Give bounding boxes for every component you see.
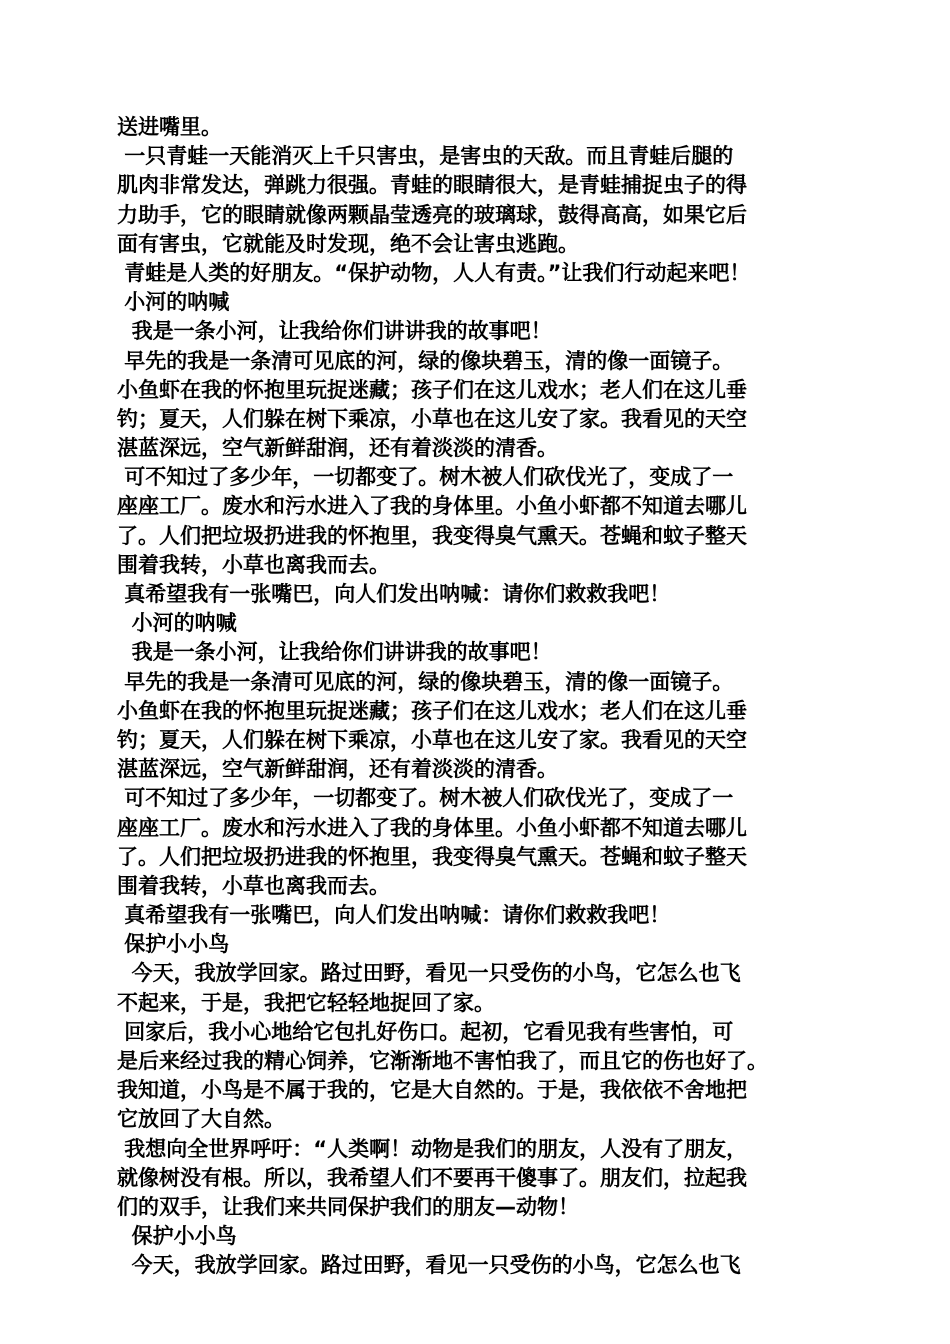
- text-line: 湛蓝深远，空气新鲜甜润，还有着淡淡的清香。: [117, 757, 558, 782]
- text-line: 我是一条小河，让我给你们讲讲我的故事吧！: [117, 319, 552, 344]
- text-line: 我想向全世界呼吁：“人类啊！动物是我们的朋友，人没有了朋友，: [117, 1136, 748, 1161]
- text-line: 座座工厂。废水和污水进入了我的身体里。小鱼小虾都不知道去哪儿: [117, 815, 747, 840]
- text-line: 座座工厂。废水和污水进入了我的身体里。小鱼小虾都不知道去哪儿: [117, 494, 747, 519]
- document-page: [117, 113, 842, 1281]
- text-line: 湛蓝深远，空气新鲜甜润，还有着淡淡的清香。: [117, 436, 558, 461]
- text-line: 了。人们把垃圾扔进我的怀抱里，我变得臭气熏天。苍蝇和蚊子整天: [117, 844, 747, 869]
- text-line: 早先的我是一条清可见底的河，绿的像块碧玉，清的像一面镜子。: [117, 348, 734, 373]
- text-line: 我知道，小鸟是不属于我的，它是大自然的。于是，我依依不舍地把: [117, 1078, 747, 1103]
- text-line: 可不知过了多少年，一切都变了。树木被人们砍伐光了，变成了一: [117, 786, 734, 811]
- text-line: 可不知过了多少年，一切都变了。树木被人们砍伐光了，变成了一: [117, 465, 734, 490]
- text-line: 力助手，它的眼睛就像两颗晶莹透亮的玻璃球，鼓得高高，如果它后: [117, 202, 747, 227]
- section-heading: 保护小小鸟: [117, 932, 230, 957]
- text-line: 了。人们把垃圾扔进我的怀抱里，我变得臭气熏天。苍蝇和蚊子整天: [117, 523, 747, 548]
- text-line: 肌肉非常发达，弹跳力很强。青蛙的眼睛很大，是青蛙捕捉虫子的得: [117, 173, 747, 198]
- text-line: 围着我转，小草也离我而去。: [117, 552, 390, 577]
- section-heading: 保护小小鸟: [117, 1224, 237, 1249]
- text-line: 真希望我有一张嘴巴，向人们发出呐喊：请你们救救我吧！: [117, 582, 671, 606]
- section-heading: 小河的呐喊: [117, 290, 230, 315]
- text-line: 一只青蛙一天能消灭上千只害虫，是害虫的天敌。而且青蛙后腿的: [117, 144, 734, 169]
- text-line: 青蛙是人类的好朋友。“保护动物，人人有责。”让我们行动起来吧！: [117, 260, 751, 285]
- text-line: 早先的我是一条清可见底的河，绿的像块碧玉，清的像一面镜子。: [117, 669, 734, 694]
- text-line: 就像树没有根。所以，我希望人们不要再干傻事了。朋友们，拉起我: [117, 1165, 747, 1190]
- text-line: 真希望我有一张嘴巴，向人们发出呐喊：请你们救救我吧！: [117, 903, 671, 928]
- text-line: 不起来，于是，我把它轻轻地捉回了家。: [117, 990, 495, 1015]
- text-line: 今天，我放学回家。路过田野，看见一只受伤的小鸟，它怎么也飞: [117, 961, 741, 986]
- text-line: 小鱼虾在我的怀抱里玩捉迷藏；孩子们在这儿戏水；老人们在这儿垂: [117, 377, 747, 402]
- text-line: 围着我转，小草也离我而去。: [117, 873, 390, 898]
- text-line: 钓；夏天，人们躲在树下乘凉，小草也在这儿安了家。我看见的天空: [117, 727, 747, 752]
- text-line: 送进嘴里。: [117, 115, 222, 139]
- text-line: 们的双手，让我们来共同保护我们的朋友—动物！: [117, 1194, 579, 1219]
- text-line: 是后来经过我的精心饲养，它渐渐地不害怕我了，而且它的伤也好了。: [117, 1049, 768, 1073]
- text-line: 今天，我放学回家。路过田野，看见一只受伤的小鸟，它怎么也飞: [117, 1253, 741, 1278]
- section-heading: 小河的呐喊: [117, 611, 237, 636]
- text-line: 钓；夏天，人们躲在树下乘凉，小草也在这儿安了家。我看见的天空: [117, 406, 747, 431]
- text-line: 面有害虫，它就能及时发现，绝不会让害虫逃跑。: [117, 231, 579, 256]
- text-line: 小鱼虾在我的怀抱里玩捉迷藏；孩子们在这儿戏水；老人们在这儿垂: [117, 698, 747, 723]
- text-line: 我是一条小河，让我给你们讲讲我的故事吧！: [117, 640, 552, 665]
- text-line: 它放回了大自然。: [117, 1107, 285, 1132]
- text-line: 回家后，我小心地给它包扎好伤口。起初，它看见我有些害怕，可: [117, 1019, 734, 1044]
